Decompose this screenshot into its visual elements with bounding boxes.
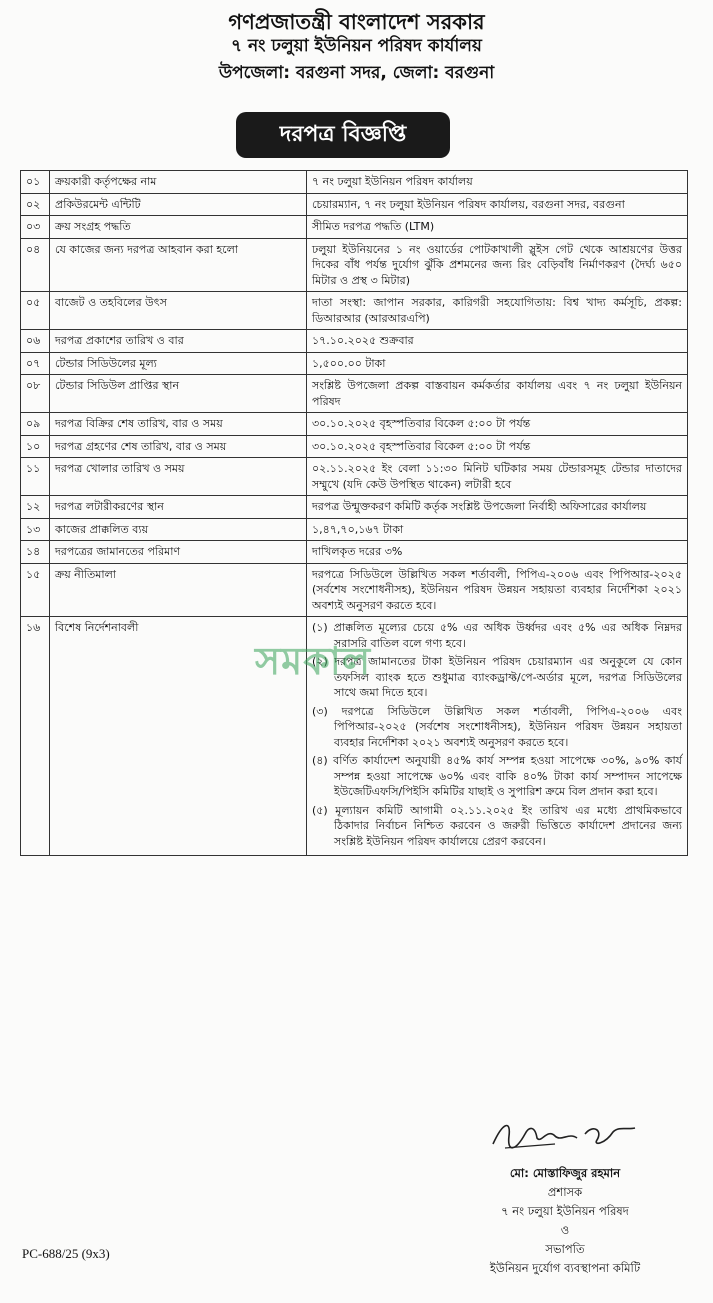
row-label: দরপত্র প্রকাশের তারিখ ও বার — [50, 330, 307, 353]
table-row — [21, 435, 688, 458]
row-number: ০৫ — [21, 292, 50, 330]
row-value: ৩০.১০.২০২৫ বৃহস্পতিবার বিকেল ৫:০০ টা পর্যন্ত — [307, 413, 688, 436]
row-label: বাজেট ও তহবিলের উৎস — [50, 292, 307, 330]
instruction-item: (২) দরপত্র জামানতের টাকা ইউনিয়ন পরিষদ চেয়ারম্যান এর অনুকূলে যে কোন তফসিল ব্যাংক হতে শুধুমাত্র ব্যাংকড্রাফ্ট/পে-অর্ডার মূলে, দরপত্র সিডিউলের সাথে জমা দিতে হবে। — [312, 655, 682, 699]
notice-title-badge — [236, 112, 450, 158]
row-value: সীমিত দরপত্র পদ্ধতি (LTM) — [307, 216, 688, 239]
row-number: ০৮ — [21, 375, 50, 413]
row-number: ১৪ — [21, 541, 50, 564]
row-value: সংশ্লিষ্ট উপজেলা প্রকল্প বাস্তবায়ন কর্মকর্তার কার্যালয় এবং ৭ নং ঢলুয়া ইউনিয়ন পরিষদ — [307, 375, 688, 413]
table-row — [21, 330, 688, 353]
table-row — [21, 193, 688, 216]
table-row — [21, 171, 688, 194]
row-value: চেয়ারম্যান, ৭ নং ঢলুয়া ইউনিয়ন পরিষদ কার্যালয়, বরগুনা সদর, বরগুনা — [307, 193, 688, 216]
instruction-item: (১) প্রাক্কলিত মূল্যের চেয়ে ৫% এর অধিক উর্ধ্বদর এবং ৫% এর অধিক নিম্নদর সরাসরি বাতিল বলে গণ্য হবে। — [312, 621, 682, 650]
instruction-item: (৪) বর্ণিত কার্যাদেশ অনুযায়ী ৪৫% কার্য সম্পন্ন হওয়া সাপেক্ষে ৩০%, ৯০% কার্য সম্পন্ন হওয়া সাপেক্ষে ৬০% এবং বাকি ৪০% টাকা কার্য সম্পাদন সাপেক্ষে ইউজেটিএফসি/পিইসি কমিটির যাছাই ও সুপারিশ ক্রমে বিল প্রদান করা হবে। — [312, 754, 682, 798]
publication-code: PC-688/25 (9x3) — [22, 1246, 110, 1261]
signatory-committee: ইউনিয়ন দুর্যোগ ব্যবস্থাপনা কমিটি — [489, 1261, 641, 1275]
row-value: দাখিলকৃত দরের ৩% — [307, 541, 688, 564]
row-value: ০২.১১.২০২৫ ইং বেলা ১১:৩০ মিনিট ঘটিকার সময় টেন্ডারসমূহ টেন্ডার দাতাদের সম্মুখে (যদি কেউ উপস্থিত থাকেন) লটারী হবে — [307, 458, 688, 496]
row-value: ৭ নং ঢলুয়া ইউনিয়ন পরিষদ কার্যালয় — [307, 171, 688, 194]
row-number: ০৭ — [21, 352, 50, 375]
instruction-item: (৩) দরপত্রে সিডিউলে উল্লিখিত সকল শর্তাবলী, পিপিএ-২০০৬ এবং পিপিআর-২০২৫ (সর্বশেষ সংশোধনীসহ), ইউনিয়ন পরিষদ উন্নয়ন সহায়তা ব্যবহার নির্দেশিকা ২০২১ অবশ্যই অনুসরণ করতে হবে। — [312, 704, 682, 749]
row-label: ক্রয় নীতিমালা — [50, 563, 307, 617]
table-row — [21, 518, 688, 541]
signatory-role: সভাপতি — [545, 1242, 585, 1256]
row-value: ঢলুয়া ইউনিয়নের ১ নং ওয়ার্ডের পোটকাখালী স্লুইস গেট থেকে আশ্রয়ণের উত্তর দিকের বাঁধ পর্যন্ত দুর্যোগ ঝুঁকি প্রশমনের জন্য রিং বেড়িবাঁধ নির্মাণকরণ (দৈর্ঘ্য ৬৫০ মিটার ও প্রস্থ ৩ মিটার) — [307, 238, 688, 292]
table-row — [21, 216, 688, 239]
row-number: ১৬ — [21, 617, 50, 856]
row-value: দরপত্র উন্মুক্তকরণ কমিটি কর্তৃক সংশ্লিষ্ট উপজেলা নির্বাহী অফিসারের কার্যালয় — [307, 496, 688, 519]
row-label: দরপত্রের জামানতের পরিমাণ — [50, 541, 307, 564]
instruction-item: (৫) মূল্যায়ন কমিটি আগামী ০২.১১.২০২৫ ইং তারিখ এর মধ্যে প্রাথমিকভাবে ঠিকাদার নির্বাচন নিশ্চিত করবেন ও জরুরী ভিত্তিতে কার্যাদেশ প্রদানের জন্য সংশ্লিষ্ট ইউনিয়ন পরিষদ কার্যালয়ে প্রেরণ করবেন। — [312, 803, 682, 848]
row-label: কাজের প্রাক্কলিত ব্যয় — [50, 518, 307, 541]
row-label: দরপত্র গ্রহণের শেষ তারিখ, বার ও সময় — [50, 435, 307, 458]
signatory-office: ৭ নং ঢলুয়া ইউনিয়ন পরিষদ — [501, 1204, 629, 1218]
row-number: ০৬ — [21, 330, 50, 353]
row-number: ০৯ — [21, 413, 50, 436]
row-value: ১,৪৭,৭০,১৬৭ টাকা — [307, 518, 688, 541]
row-value: দাতা সংস্থা: জাপান সরকার, কারিগরী সহযোগিতায়: বিশ্ব খাদ্য কর্মসূচি, প্রকল্প: ডিআরআর (আরআরএপি) — [307, 292, 688, 330]
signatory-and: ও — [560, 1223, 570, 1237]
govt-title: গণপ্রজাতন্ত্রী বাংলাদেশ সরকার — [228, 10, 485, 34]
signatory-name: মো: মোস্তাফিজুর রহমান — [509, 1166, 621, 1180]
table-row — [21, 352, 688, 375]
row-number: ০১ — [21, 171, 50, 194]
row-number: ১২ — [21, 496, 50, 519]
row-value: ১৭.১০.২০২৫ শুক্রবার — [307, 330, 688, 353]
row-label: ক্রয়কারী কর্তৃপক্ষের নাম — [50, 171, 307, 194]
row-number: ১১ — [21, 458, 50, 496]
row-label: দরপত্র খোলার তারিখ ও সময় — [50, 458, 307, 496]
row-label: বিশেষ নির্দেশনাবলী — [50, 617, 307, 856]
table-row — [21, 563, 688, 617]
signature-icon — [485, 1114, 645, 1158]
row-value: ১,৫০০.০০ টাকা — [307, 352, 688, 375]
row-label: টেন্ডার সিডিউল প্রাপ্তির স্থান — [50, 375, 307, 413]
signatory-designation: প্রশাসক — [547, 1185, 583, 1199]
table-row — [21, 375, 688, 413]
signature-block — [440, 1114, 690, 1278]
row-number: ১০ — [21, 435, 50, 458]
row-value: দরপত্রে সিডিউলে উল্লিখিত সকল শর্তাবলী, পিপিএ-২০০৬ এবং পিপিআর-২০২৫ (সর্বশেষ সংশোধনীসহ), ইউনিয়ন পরিষদ উন্নয়ন সহায়তা ব্যবহার নির্দেশিকা ২০২১ অবশ্যই অনুসরণ করতে হবে। — [307, 563, 688, 617]
row-label: টেন্ডার সিডিউলের মূল্য — [50, 352, 307, 375]
row-label: যে কাজের জন্য দরপত্র আহবান করা হলো — [50, 238, 307, 292]
row-number: ০৪ — [21, 238, 50, 292]
row-number: ০২ — [21, 193, 50, 216]
table-row — [21, 238, 688, 292]
notice-title: দরপত্র বিজ্ঞপ্তি — [279, 121, 407, 147]
row-number: ১৩ — [21, 518, 50, 541]
office-title: ৭ নং ঢলুয়া ইউনিয়ন পরিষদ কার্যালয় — [231, 36, 482, 56]
table-row — [21, 413, 688, 436]
table-row — [21, 496, 688, 519]
newspaper-watermark: সমকাল — [255, 639, 372, 683]
tender-details-table — [20, 170, 688, 856]
row-label: দরপত্র লটারীকরণের স্থান — [50, 496, 307, 519]
row-label: প্রকিউরমেন্ট এন্টিটি — [50, 193, 307, 216]
row-label: দরপত্র বিক্রির শেষ তারিখ, বার ও সময় — [50, 413, 307, 436]
row-label: ক্রয় সংগ্রহ পদ্ধতি — [50, 216, 307, 239]
table-row — [21, 541, 688, 564]
row-value: ৩০.১০.২০২৫ বৃহস্পতিবার বিকেল ৫:০০ টা পর্যন্ত — [307, 435, 688, 458]
row-number: ১৫ — [21, 563, 50, 617]
table-row — [21, 292, 688, 330]
row-number: ০৩ — [21, 216, 50, 239]
location-line: উপজেলা: বরগুনা সদর, জেলা: বরগুনা — [218, 63, 495, 83]
table-row — [21, 458, 688, 496]
table-body — [21, 171, 688, 856]
